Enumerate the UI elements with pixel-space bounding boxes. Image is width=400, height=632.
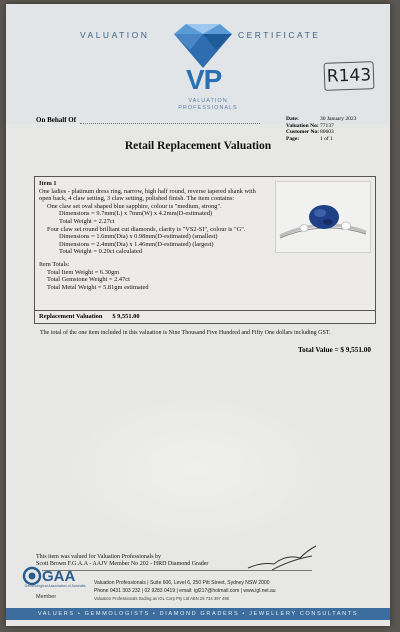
footer-contact: Valuation Professionals | Suite 606, Level 6, 250 Pitt Street, Sydney NSW 2000 Phone 0431 303 232 | 02 9283 0419 | email: igl217@hotmail.com | www.igl.net.au Valuation Professionals trading as IGL Corp Pty Ltd ABN 25 734 397 496: [94, 580, 276, 602]
total-statement: The total of the one item included in this valuation is Nine Thousand Five Hundred and Fifty One dollars including GST.: [40, 330, 331, 336]
replacement-valuation-row: Replacement Valuation $ 9,551.00: [35, 310, 375, 323]
valuation-certificate: [6, 4, 390, 626]
certificate-header: [6, 4, 390, 124]
on-behalf-line: [80, 123, 260, 124]
photo-glare: [46, 384, 346, 554]
logo-subtitle: VALUATION PROFESSIONALS: [178, 98, 238, 111]
vp-logo-text: VP: [186, 64, 222, 95]
ring-photo: [275, 181, 371, 253]
replacement-value: $ 9,551.00: [112, 313, 140, 320]
item-box: [34, 176, 376, 324]
item-heading: Item 1: [39, 180, 57, 187]
item-description: Item 1 One ladies - platinum dress ring, narrow, high half round, reverse tapered shank with open back, 4 claw setting, 3 claw setting, polished finish. The item contains: One claw set oval shaped blue sapphire, colour is "medium, strong". Dimensions = 9.7mm(L) x 7mm(W) x 4.2mm(D-estimated) Total Weight = 2.27ct Four claw set round brilliant cut diamonds, clarity is "VS2-SI", colour is "G". Dimensions = 1.6mm(Dia) x 0.98mm(D-estimated) (smallest) Dimensions = 2.4mm(Dia) x 1.46mm(D-estimated) (largest) Total Weight = 0.20ct calculated Item Totals: Total Item Weight = 6.30gm Total Gemstone Weight = 2.47ct Total Metal Weight = 5.81gm estimated: [39, 180, 265, 291]
header-left-word: VALUATION: [80, 30, 150, 40]
handwritten-code: R143: [324, 61, 375, 91]
diamond-logo-icon: [170, 24, 236, 68]
valuation-meta: Date: 30 January 2023 Valuation No: 77137 Customer No: 80603 Page: 1 of 1: [286, 116, 357, 142]
gaa-logo-text: GAA: [42, 568, 76, 585]
item-totals-heading: Item Totals:: [39, 260, 70, 268]
on-behalf-label: On Behalf Of: [36, 116, 77, 124]
valued-by-text: This item was valued for Valuation Professionals by Scott Brown F.G.A.A - AAJV Member No 202 - HRD Diamond Grader: [36, 554, 209, 568]
document-title: Retail Replacement Valuation: [124, 140, 272, 152]
signature-scribble: [242, 544, 322, 574]
member-label: Member: [36, 594, 57, 600]
gaa-subtitle: Gemmological Association of Australia: [24, 584, 86, 588]
total-value: Total Value = $ 9,551.00: [298, 346, 371, 354]
sapphire-ring-image: [276, 182, 370, 252]
header-right-word: CERTIFICATE: [238, 30, 321, 40]
footer-bar: VALUERS • GEMMOLOGISTS • DIAMOND GRADERS • JEWELLERY CONSULTANTS: [6, 608, 390, 620]
